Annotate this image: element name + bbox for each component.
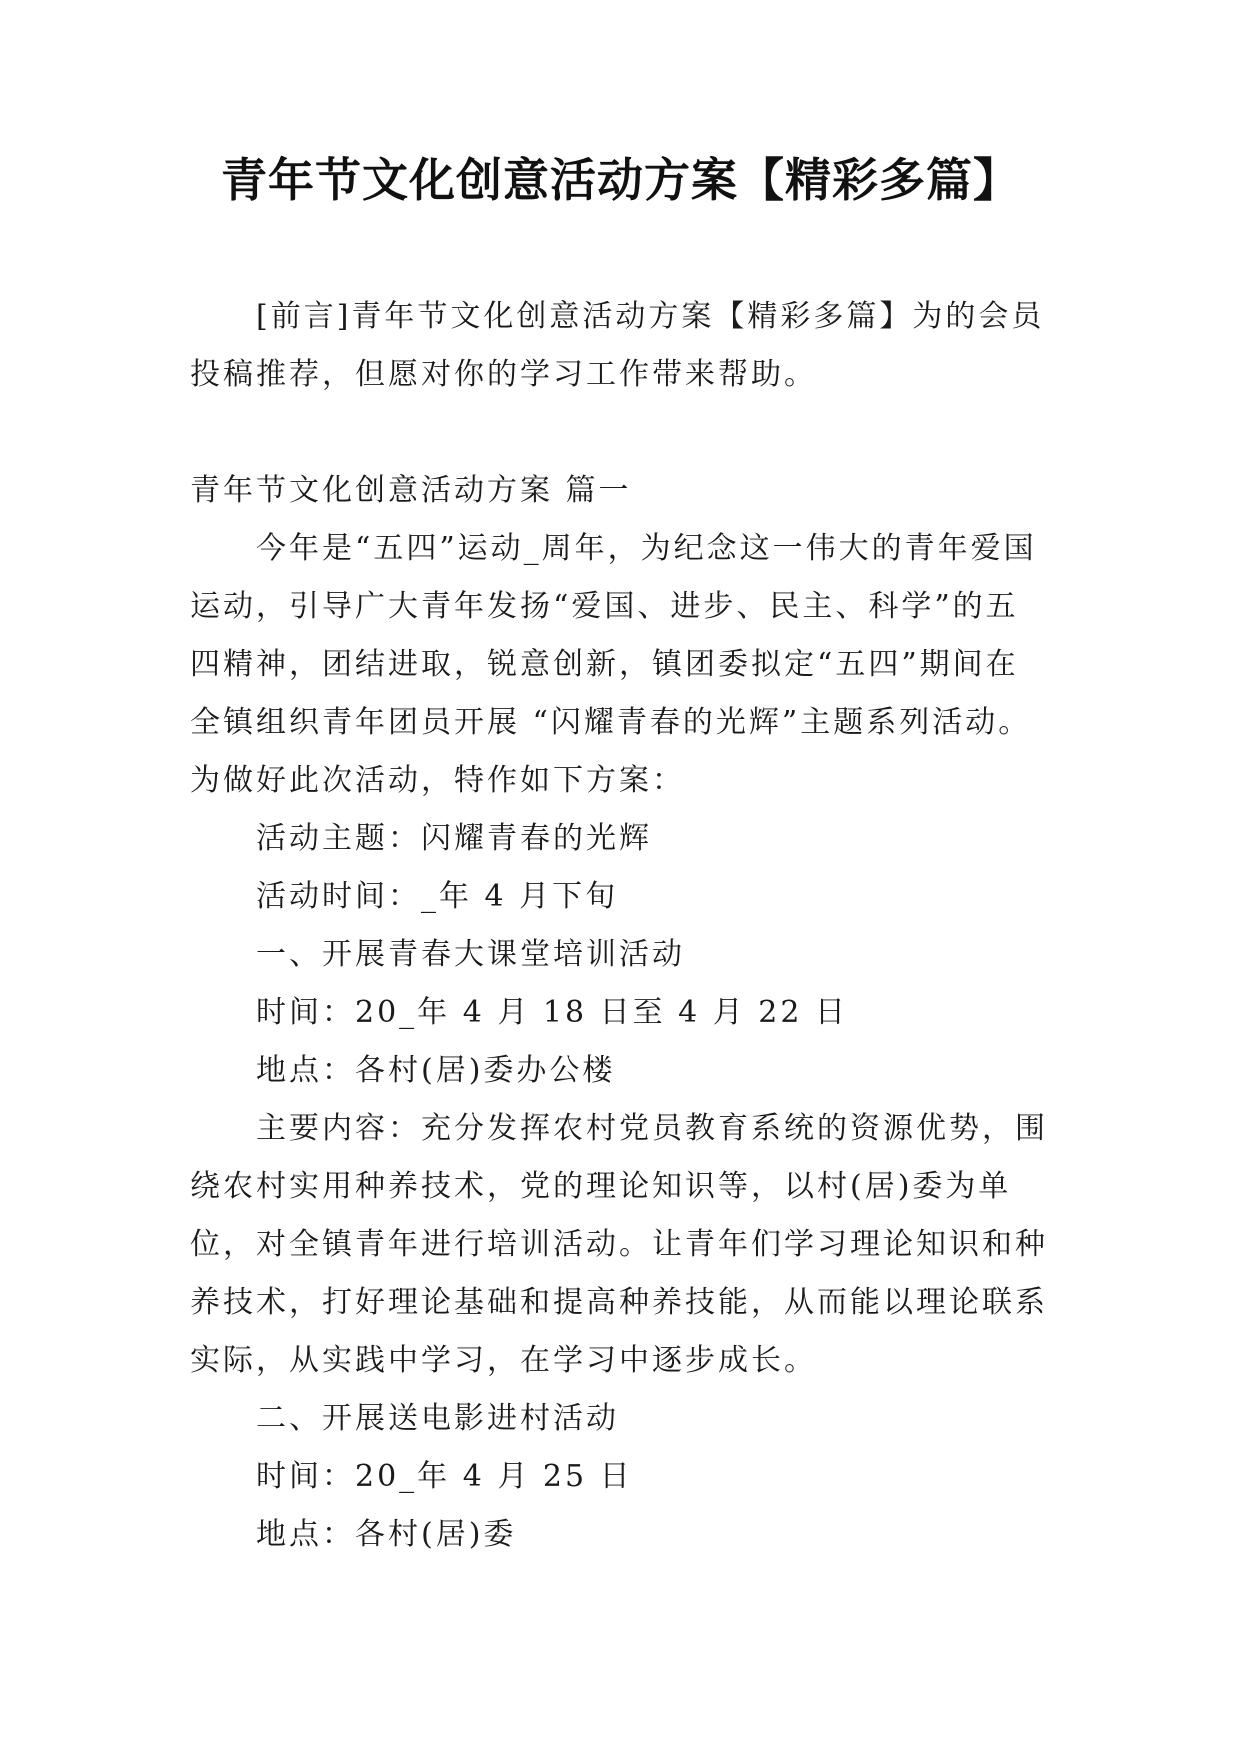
item-one-heading: 一、开展青春大课堂培训活动 — [256, 937, 685, 972]
item-one-time: 时间：20_年 4 月 18 日至 4 月 22 日 — [256, 995, 848, 1030]
item-two-location: 地点：各村(居)委 — [256, 1517, 517, 1552]
item-one-content: 主要内容：充分发挥农村党员教育系统的资源优势，围绕农村实用种养技术，党的理论知识等，以村(居)委为单位，对全镇青年进行培训活动。让青年们学习理论知识和种养技术，打好理论基础和提高种养技能，从而能以理论联系实际，从实践中学习，在学习中逐步成长。 — [190, 1111, 1048, 1378]
document-content — [190, 462, 1050, 1564]
document-title: 青年节文化创意活动方案【精彩多篇】 — [221, 153, 1020, 207]
item-one-location: 地点：各村(居)委办公楼 — [256, 1053, 616, 1088]
intro-paragraph: 今年是“五四”运动_周年，为纪念这一伟大的青年爱国运动，引导广大青年发扬“爱国、进步、民主、科学”的五四精神，团结进取，锐意创新，镇团委拟定“五四”期间在全镇组织青年团员开展 “闪耀青春的光辉”主题系列活动。为做好此次活动，特作如下方案： — [190, 531, 1037, 798]
section-heading: 青年节文化创意活动方案 篇一 — [190, 473, 632, 508]
activity-time: 活动时间：_年 4 月下旬 — [256, 879, 619, 914]
item-two-heading: 二、开展送电影进村活动 — [256, 1401, 619, 1436]
item-two-time: 时间：20_年 4 月 25 日 — [256, 1459, 633, 1494]
activity-theme: 活动主题：闪耀青春的光辉 — [256, 821, 652, 856]
preface-paragraph: [前言]青年节文化创意活动方案【精彩多篇】为的会员投稿推荐，但愿对你的学习工作带来帮助。 — [190, 299, 1045, 392]
